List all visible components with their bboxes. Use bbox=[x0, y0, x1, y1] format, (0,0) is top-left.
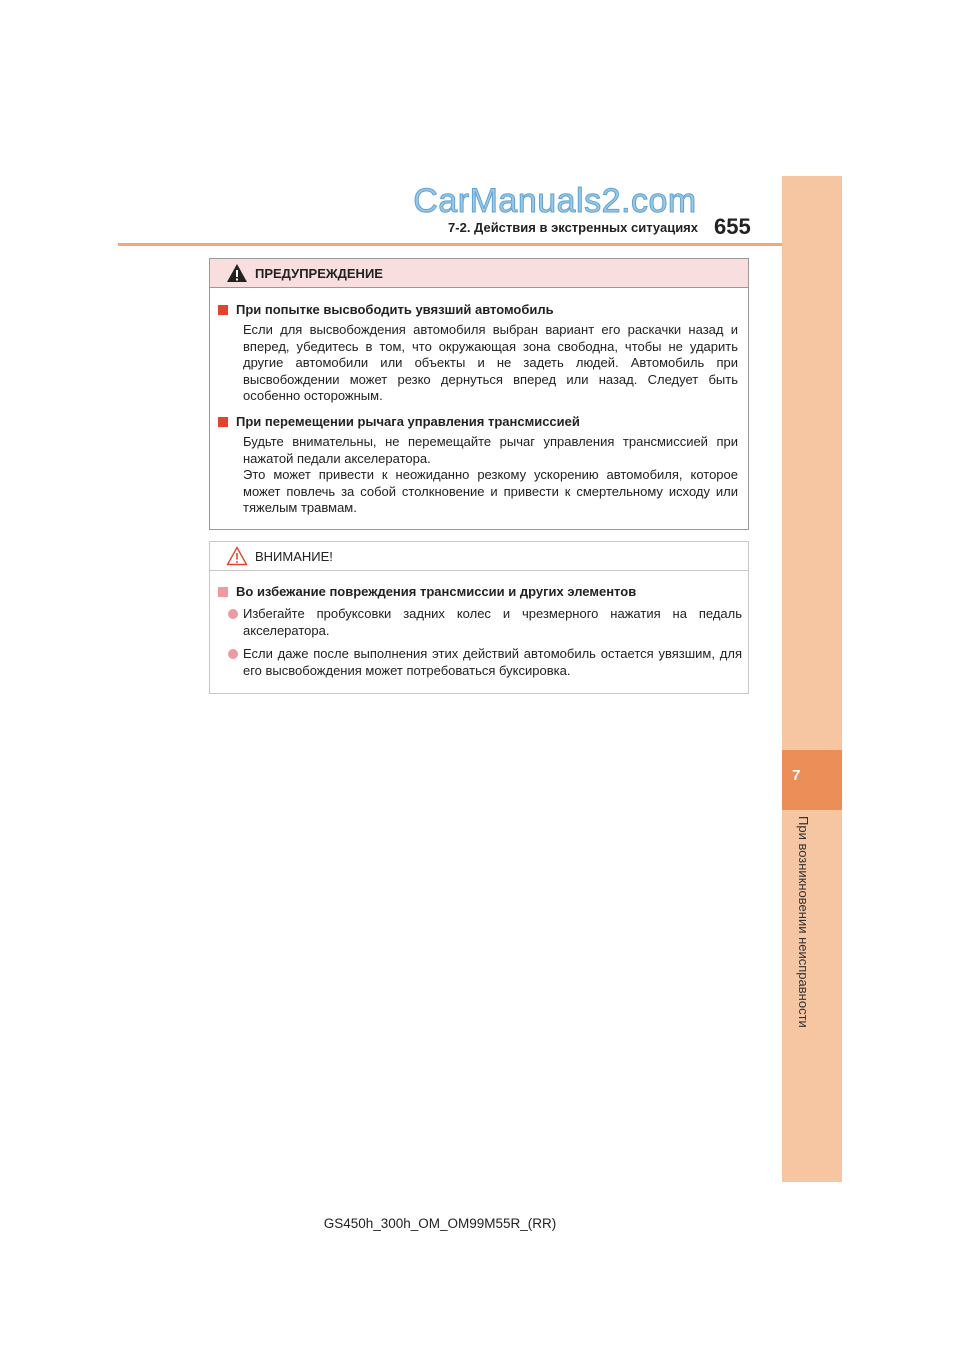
page-number: 655 bbox=[714, 214, 751, 239]
heading-text: Во избежание повреждения трансмиссии и других элементов bbox=[236, 584, 637, 599]
square-bullet-icon bbox=[218, 305, 228, 315]
caution-item-heading bbox=[218, 584, 748, 599]
paragraph: Если для высвобождения автомобиля выбран вариант его раскачки назад и вперед, убедитесь в том, что окружающая зона свободна, чтобы не ударить другие автомобили или объекты и не задеть людей. Автомобиль при высвобождении может резко дернуться вперед или назад. Следует быть особенно осторожным. bbox=[243, 322, 738, 404]
square-bullet-icon bbox=[218, 417, 228, 427]
section-title: 7-2. Действия в экстренных ситуациях bbox=[448, 220, 698, 235]
caution-title: ВНИМАНИЕ! bbox=[255, 548, 333, 564]
circle-bullet-icon bbox=[228, 649, 238, 659]
warning-item bbox=[210, 414, 748, 517]
warning-triangle-icon bbox=[226, 263, 248, 283]
bullet-item bbox=[243, 646, 742, 679]
header-divider bbox=[118, 243, 842, 246]
warning-item bbox=[210, 302, 748, 405]
chapter-number: 7 bbox=[792, 767, 801, 784]
caution-header bbox=[210, 542, 748, 571]
warning-item-heading bbox=[218, 302, 748, 317]
heading-text: При попытке высвободить увязший автомобиль bbox=[236, 302, 554, 317]
chapter-tab bbox=[782, 750, 842, 810]
square-bullet-icon bbox=[218, 587, 228, 597]
warning-item-heading bbox=[218, 414, 748, 429]
warning-header bbox=[210, 259, 748, 288]
warning-box bbox=[209, 258, 749, 530]
bullet-item bbox=[243, 606, 742, 639]
warning-title: ПРЕДУПРЕЖДЕНИЕ bbox=[255, 265, 383, 281]
bullet-text: Если даже после выполнения этих действий автомобиль остается увязшим, для его высвобождения может потребоваться буксировка. bbox=[243, 646, 742, 678]
circle-bullet-icon bbox=[228, 609, 238, 619]
caution-box bbox=[209, 541, 749, 694]
caution-triangle-icon bbox=[226, 546, 248, 566]
caution-item bbox=[210, 584, 748, 679]
paragraph: Будьте внимательны, не перемещайте рычаг управления трансмиссией при нажатой педали акселератора. bbox=[243, 433, 738, 466]
document-code: GS450h_300h_OM_OM99M55R_(RR) bbox=[323, 1216, 557, 1231]
watermark: CarManuals2.com bbox=[413, 182, 697, 220]
chapter-sidebar bbox=[782, 176, 842, 1182]
bullet-text: Избегайте пробуксовки задних колес и чрезмерного нажатия на педаль акселератора. bbox=[243, 606, 742, 638]
chapter-title: При возникновении неисправности bbox=[796, 816, 811, 1028]
paragraph: Это может привести к неожиданно резкому ускорению автомобиля, которое может повлечь за собой столкновение и привести к смертельному исходу или тяжелым травмам. bbox=[243, 467, 738, 516]
heading-text: При перемещении рычага управления трансмиссией bbox=[236, 413, 580, 429]
